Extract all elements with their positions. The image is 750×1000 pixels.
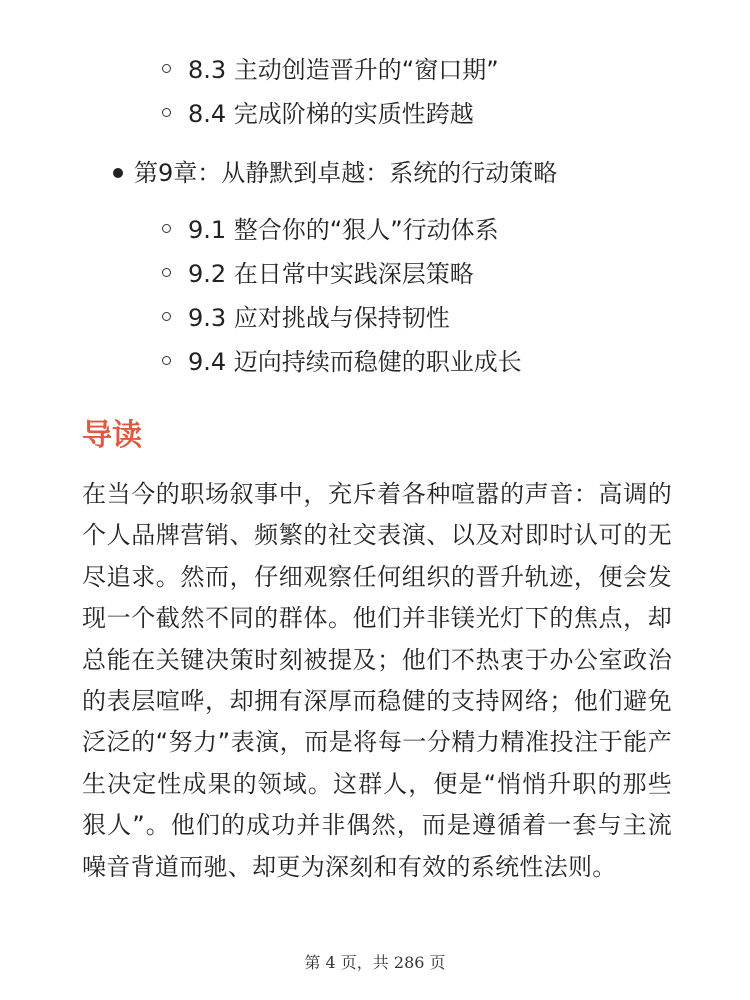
toc-chapter-subsections xyxy=(0,208,750,384)
toc-item-8-4[interactable] xyxy=(0,92,750,136)
hollow-bullet-icon xyxy=(162,108,171,117)
toc-item-9-3[interactable] xyxy=(0,296,750,340)
hollow-bullet-icon xyxy=(162,312,171,321)
filled-bullet-icon xyxy=(113,168,123,178)
hollow-bullet-icon xyxy=(162,356,171,365)
section-heading-intro: 导读 xyxy=(82,418,142,453)
toc-item-label: 9.2 在日常中实践深层策略 xyxy=(188,260,474,288)
toc-chapter-9 xyxy=(0,148,750,384)
toc-item-label: 9.4 迈向持续而稳健的职业成长 xyxy=(188,348,522,376)
hollow-bullet-icon xyxy=(162,268,171,277)
toc-item-9-2[interactable] xyxy=(0,252,750,296)
toc-chapter-label: 第9章：从静默到卓越：系统的行动策略 xyxy=(134,159,558,187)
toc-item-9-4[interactable] xyxy=(0,340,750,384)
hollow-bullet-icon xyxy=(162,64,171,73)
toc-chapter-list xyxy=(0,148,750,198)
toc-item-label: 9.1 整合你的“狠人”行动体系 xyxy=(188,216,499,244)
hollow-bullet-icon xyxy=(162,224,171,233)
toc-item-8-3[interactable] xyxy=(0,48,750,92)
toc-item-9-1[interactable] xyxy=(0,208,750,252)
page-number-footer: 第 4 页，共 286 页 xyxy=(304,953,446,972)
intro-paragraph: 在当今的职场叙事中，充斥着各种喧嚣的声音：高调的个人品牌营销、频繁的社交表演、以及对即时认可的无尽追求。然而，仔细观察任何组织的晋升轨迹，便会发现一个截然不同的群体。他们并非镁光灯下的焦点，却总能在关键决策时刻被提及；他们不热衷于办公室政治的表层喧哗，却拥有深厚而稳健的支持网络；他们避免泛泛的“努力”表演，而是将每一分精力精准投注于能产生决定性成果的领域。这群人，便是“悄悄升职的那些狠人”。他们的成功并非偶然，而是遵循着一套与主流噪音背道而驰、却更为深刻和有效的系统性法则。 xyxy=(82,480,672,881)
toc-item-label: 8.4 完成阶梯的实质性跨越 xyxy=(188,100,474,128)
toc-item-label: 8.3 主动创造晋升的“窗口期” xyxy=(188,56,499,84)
toc-continued-subsections xyxy=(0,48,750,136)
toc-chapter-item[interactable] xyxy=(0,148,750,198)
toc-item-label: 9.3 应对挑战与保持韧性 xyxy=(188,304,450,332)
